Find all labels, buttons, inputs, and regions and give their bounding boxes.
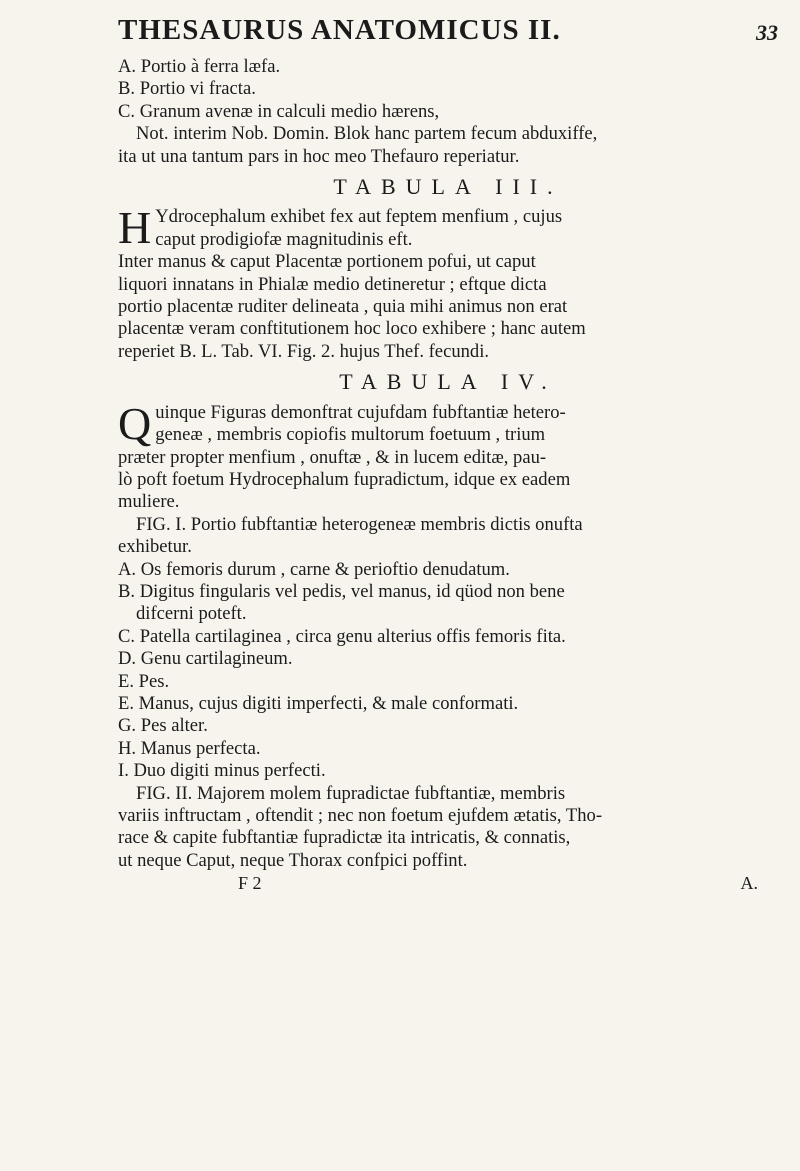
figure-1-caption bbox=[118, 514, 778, 559]
drop-cap: H bbox=[118, 202, 152, 254]
list-item: B. Portio vi fracta. bbox=[118, 78, 256, 100]
legend-item: D. Genu cartilagineum. bbox=[118, 648, 293, 670]
page-footer bbox=[118, 872, 778, 894]
figure-1-legend bbox=[118, 559, 778, 783]
legend-item: B. Digitus fingularis vel pedis, vel manus, id qüod non bene bbox=[118, 580, 565, 602]
figure-2-caption bbox=[118, 783, 778, 873]
text-line: race & capite fubftantiæ fupradictæ ita intricatis, & connatis, bbox=[118, 827, 571, 849]
catchword: A. bbox=[740, 873, 758, 894]
text-line: præter propter menfium , onuftæ , & in lucem editæ, pau- bbox=[118, 446, 547, 468]
page-header bbox=[118, 14, 778, 54]
text-line: uinque Figuras demonftrat cujufdam fubftantiæ hetero- bbox=[155, 401, 566, 423]
note-paragraph bbox=[118, 123, 778, 168]
text-line: lò poft foetum Hydrocephalum fupradictum, idque ex eadem bbox=[118, 468, 571, 490]
text-line: ita ut una tantum pars in hoc meo Thefauro reperiatur. bbox=[118, 145, 520, 167]
text-line: Inter manus & caput Placentæ portionem pofui, ut caput bbox=[118, 251, 536, 273]
list-item: A. Portio à ferra læfa. bbox=[118, 56, 281, 77]
tabula-3-intro bbox=[118, 202, 778, 254]
text-line: exhibetur. bbox=[118, 536, 192, 558]
legend-item: E. Pes. bbox=[118, 670, 170, 692]
text-line: Ydrocephalum exhibet fex aut feptem menfium , cujus bbox=[155, 206, 563, 228]
text-line: geneæ , membris copiofis multorum foetuum , trium bbox=[155, 424, 546, 446]
list-item: C. Granum avenæ in calculi medio hærens, bbox=[118, 100, 440, 122]
page-number: 33 bbox=[756, 20, 778, 45]
text-line: FIG. I. Portio fubftantiæ heterogeneæ membris dictis onufta bbox=[136, 513, 583, 535]
text-line: caput prodigiofæ magnitudinis eft. bbox=[155, 228, 413, 250]
tabula-4-body bbox=[118, 447, 778, 514]
text-line: ut neque Caput, neque Thorax confpici poffint. bbox=[118, 849, 468, 871]
running-title: THESAURUS ANATOMICUS II. bbox=[118, 14, 561, 46]
text-line: liquori innatans in Phialæ medio detineretur ; eftque dicta bbox=[118, 273, 547, 295]
signature-mark: F 2 bbox=[238, 873, 262, 894]
tabula-3-body bbox=[118, 251, 778, 363]
legend-item: C. Patella cartilaginea , circa genu alterius offis femoris fita. bbox=[118, 625, 566, 647]
text-line: reperiet B. L. Tab. VI. Fig. 2. hujus Thef. fecundi. bbox=[118, 340, 490, 362]
legend-item: H. Manus perfecta. bbox=[118, 737, 261, 759]
legend-item: E. Manus, cujus digiti imperfecti, & male conformati. bbox=[118, 692, 519, 714]
text-line: muliere. bbox=[118, 491, 180, 513]
page-content bbox=[118, 56, 778, 895]
top-list bbox=[118, 56, 778, 123]
legend-item: G. Pes alter. bbox=[118, 715, 208, 737]
drop-cap: Q bbox=[118, 397, 152, 449]
text-line: portio placentæ ruditer delineata , quia mihi animus non erat bbox=[118, 296, 568, 318]
legend-item: I. Duo digiti minus perfecti. bbox=[118, 760, 326, 782]
tabula-4-heading: TABULA IV. bbox=[339, 369, 557, 395]
legend-item: A. Os femoris durum , carne & perioftio denudatum. bbox=[118, 558, 510, 580]
legend-item-continuation: difcerni poteft. bbox=[136, 603, 247, 625]
text-line: variis inftructam , oftendit ; nec non foetum ejufdem ætatis, Tho- bbox=[118, 805, 603, 826]
text-line: Not. interim Nob. Domin. Blok hanc partem fecum abduxiffe, bbox=[136, 123, 598, 145]
text-line: placentæ veram conftitutionem hoc loco exhibere ; hanc autem bbox=[118, 318, 586, 340]
tabula-3-heading: TABULA III. bbox=[333, 174, 563, 200]
text-line: FIG. II. Majorem molem fupradictae fubftantiæ, membris bbox=[136, 782, 566, 804]
tabula-4-intro bbox=[118, 397, 778, 449]
